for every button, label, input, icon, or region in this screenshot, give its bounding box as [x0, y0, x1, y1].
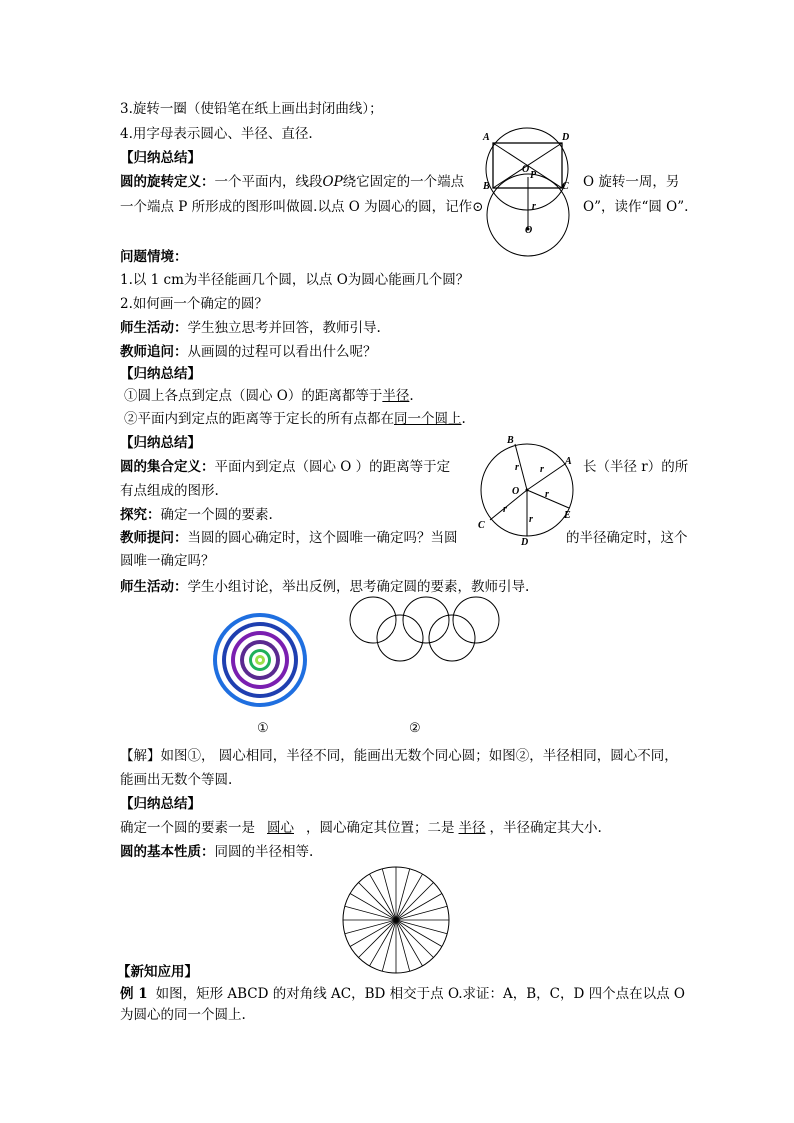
- label-r: r: [532, 201, 536, 212]
- set-label-r5: r: [503, 504, 507, 515]
- set-label-C: C: [478, 520, 485, 531]
- circle-elements-text-a: 确定一个圆的要素一是: [120, 820, 255, 836]
- question-1: 1.以 1 cm为半径能画几个圆，以点 O为圆心能画几个圆？: [120, 272, 470, 288]
- radius-line: [382, 869, 396, 920]
- rotation-text-b: OP: [322, 174, 343, 190]
- summary-point-1-end: .: [409, 388, 414, 404]
- circle-elements-answer-2: 半径: [458, 820, 486, 836]
- rotation-right-1: O 旋转一周，另: [583, 174, 680, 190]
- label-A: A: [483, 132, 490, 143]
- circle-elements-text-c: ，半径确定其大小.: [489, 820, 602, 836]
- radius-line: [382, 920, 396, 971]
- question-title: 问题情境：: [120, 249, 188, 265]
- summary-point-2-answer: 同一个圆上: [394, 411, 462, 427]
- rotation-definition-line2: 一个端点 P 所形成的图形叫做圆.以点 O 为圆心的圆，记作⊙: [120, 199, 484, 215]
- equal-circles-figure: [348, 596, 504, 666]
- teacher-question-right: 的半径确定时，这个: [566, 530, 688, 546]
- question-2: 2.如何画一个确定的圆？: [120, 296, 268, 312]
- label-O-bottom: O: [525, 225, 533, 236]
- explore: [120, 505, 273, 525]
- label-D: D: [562, 132, 570, 143]
- radius-line: [396, 920, 410, 971]
- summary-point-1: [124, 386, 414, 406]
- solution-line2: 能画出无数个等圆.: [120, 772, 233, 788]
- concentric-circles-figure: [212, 612, 308, 708]
- activity-2-term: 师生活动：: [120, 579, 188, 595]
- set-label-O: O: [512, 486, 520, 497]
- activity-2-text: 学生小组讨论，举出反例，思考确定圆的要素，教师引导.: [187, 579, 530, 595]
- radius-line: [396, 906, 447, 920]
- rotation-right-2: O”，读作“圆 O”.: [583, 199, 689, 215]
- summary-heading-4: 【归纳总结】: [120, 796, 201, 812]
- set-label-r4: r: [529, 514, 533, 525]
- set-label-B: B: [507, 435, 514, 446]
- basic-property-term: 圆的基本性质：: [120, 844, 215, 860]
- rotation-definition-term: 圆的旋转定义：: [120, 174, 215, 190]
- basic-property: [120, 842, 313, 862]
- solution-line1: 【解】如图①， 圆心相同，半径不同，能画出无数个同心圆；如图②，半径相同，圆心不同，: [120, 748, 678, 764]
- summary-point-2: [124, 409, 466, 429]
- circle-elements: [120, 818, 602, 838]
- teacher-question-term: 教师提问：: [120, 530, 188, 546]
- example-1-line2: 为圆心的同一个圆上.: [120, 1007, 246, 1023]
- teacher-followup-term: 教师追问：: [120, 344, 188, 360]
- example-1-text: 如图，矩形 ABCD 的对角线 AC，BD 相交于点 O.求证：A，B，C，D 四个点在以点 O: [155, 986, 685, 1002]
- label-B: B: [483, 181, 490, 192]
- basic-property-text: 同圆的半径相等.: [214, 844, 314, 860]
- circle-elements-text-b: ，圆心确定其位置；二是: [306, 820, 455, 836]
- rotation-text-c: 绕它固定的一个端点: [342, 174, 465, 190]
- explore-term: 探究：: [120, 507, 161, 523]
- set-definition-right: 长（半径 r）的所: [583, 459, 689, 475]
- teacher-followup: [120, 342, 377, 362]
- rotation-definition-line1: [120, 172, 464, 192]
- explore-text: 确定一个圆的要素.: [160, 507, 273, 523]
- caption-figure-1: ①: [257, 721, 269, 736]
- activity-1-text: 学生独立思考并回答，教师引导.: [187, 320, 381, 336]
- step-3: 3.旋转一圈（使铅笔在纸上画出封闭曲线）；: [120, 101, 383, 117]
- set-label-D: D: [521, 537, 529, 548]
- set-label-r1: r: [515, 462, 519, 473]
- set-label-r3: r: [545, 489, 549, 500]
- radius-line: [396, 920, 447, 934]
- teacher-question-text: 当圆的圆心确定时，这个圆唯一确定吗？当圆: [187, 530, 458, 546]
- set-label-A: A: [565, 456, 572, 467]
- set-definition-line1: [120, 457, 450, 477]
- set-definition-line2: 有点组成的图形.: [120, 483, 219, 499]
- radius-line: [345, 906, 396, 920]
- radius-line: [345, 920, 396, 934]
- circle-elements-answer-1: 圆心: [267, 820, 294, 836]
- summary-point-2-text: ②平面内到定点的距离等于定长的所有点都在: [124, 411, 394, 427]
- summary-heading-3: 【归纳总结】: [120, 435, 201, 451]
- caption-figure-2: ②: [409, 721, 421, 736]
- set-definition-term: 圆的集合定义：: [120, 459, 215, 475]
- teacher-question-line2: 圆唯一确定吗？: [120, 553, 215, 569]
- example-1-term: 例 1: [120, 986, 148, 1002]
- summary-point-1-answer: 半径: [382, 388, 410, 404]
- teacher-followup-text: 从画圆的过程可以看出什么呢？: [187, 344, 377, 360]
- activity-1: [120, 318, 381, 338]
- activity-2: [120, 577, 529, 597]
- rectangle-circle-figure: [480, 126, 580, 266]
- example-1-line1: [120, 984, 685, 1004]
- set-label-r2: r: [540, 464, 544, 475]
- radius-line: [396, 869, 410, 920]
- summary-heading-1: 【归纳总结】: [120, 150, 201, 166]
- summary-point-1-text: ①圆上各点到定点（圆心 O）的距离都等于: [124, 388, 383, 404]
- label-C: C: [562, 181, 569, 192]
- radii-circle-figure: [341, 865, 451, 975]
- summary-point-2-end: .: [461, 411, 466, 427]
- concentric-ring: [258, 658, 262, 662]
- step-4: 4.用字母表示圆心、半径、直径.: [120, 126, 313, 142]
- label-O-center: O: [522, 164, 530, 175]
- set-definition-text: 平面内到定点（圆心 O ）的距离等于定: [214, 459, 451, 475]
- rotation-text-a: 一个平面内，线段: [214, 174, 323, 190]
- new-application-heading: 【新知应用】: [117, 964, 198, 980]
- activity-1-term: 师生活动：: [120, 320, 188, 336]
- set-label-E: E: [564, 510, 571, 521]
- teacher-question-line1: [120, 528, 458, 548]
- summary-heading-2: 【归纳总结】: [120, 366, 201, 382]
- label-P: P: [530, 170, 537, 181]
